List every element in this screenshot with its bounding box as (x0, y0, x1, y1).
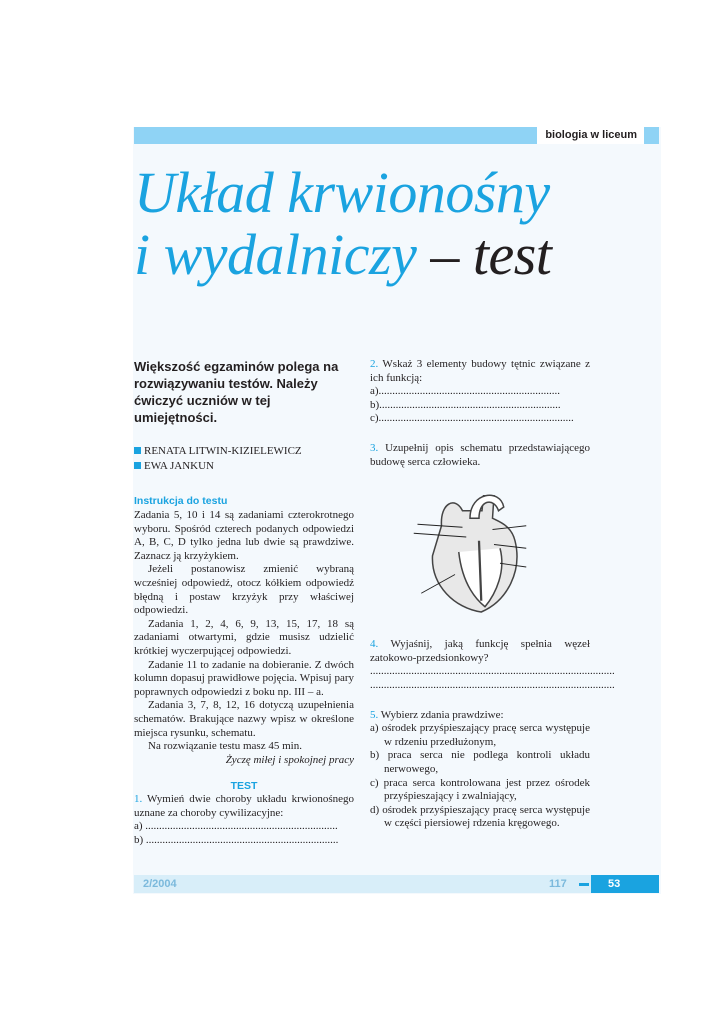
answer-line[interactable]: b) ...................................................................... (134, 834, 339, 847)
answer-option[interactable]: b) praca serca nie podlega kontroli układu nerwowego, (370, 749, 590, 775)
answer-option[interactable]: c) praca serca kontrolowana jest przez ośrodek przyśpieszający i zwalniający, (370, 776, 590, 803)
heart-diagram (410, 487, 530, 617)
page-number-a: 117 (549, 878, 567, 890)
answer-line[interactable]: ......................................................................................... (370, 665, 615, 678)
instructions-heading: Instrukcja do testu (134, 495, 228, 507)
question-2 (370, 358, 590, 385)
question-number: 3. (370, 441, 379, 454)
question-number: 2. (370, 358, 379, 370)
question-text: Uzupełnij opis schematu przedstawiającego budowę serca człowieka. (370, 441, 590, 468)
question-number: 4. (370, 638, 379, 651)
question-number: 5. (370, 708, 379, 721)
question-text: Wskaż 3 elementy budowy tętnic związane z ich funkcją: (370, 358, 590, 384)
answer-option[interactable]: d) ośrodek przyśpieszający pracę serca występuje w części piersiowej rdzenia kręgowego. (370, 803, 590, 830)
question-text: Wymień dwie choroby układu krwionośnego uznane za choroby cywilizacyjne: (134, 793, 354, 819)
wish-text: Życzę miłej i spokojnej pracy (225, 753, 354, 766)
answer-line[interactable]: b).................................................................. (370, 398, 561, 411)
author (134, 459, 354, 474)
page-number-b: 53 (608, 878, 621, 890)
answer-line[interactable]: c)....................................................................... (370, 412, 574, 425)
footer-accent (591, 875, 659, 893)
instructions-paragraph: Zadania 3, 7, 8, 12, 16 dotyczą uzupełnienia schematów. Brakujące nazwy wpisz w określone miejsca rysunku, schematu. (134, 699, 354, 739)
instructions-paragraph: Jeżeli postanowisz zmienić wybraną wcześniej odpowiedź, otocz kółkiem odpowiedź błędną i postaw krzyżyk przy właściwej odpowiedzi. (134, 563, 354, 617)
question-1 (134, 793, 354, 820)
bullet-square-icon (134, 447, 141, 454)
author-name: EWA JANKUN (144, 460, 214, 472)
test-heading: TEST (230, 780, 258, 793)
footer-dash (579, 883, 589, 886)
question-number: 1. (134, 793, 143, 806)
instructions-paragraph: Na rozwiązanie testu masz 45 min. (148, 740, 302, 753)
right-column (370, 358, 615, 831)
question-5 (370, 709, 590, 723)
author (134, 444, 354, 459)
answer-option[interactable]: a) ośrodek przyśpieszający pracę serca występuje w rdzeniu przedłużonym, (370, 722, 590, 748)
title-line-1: Układ krwionośny (134, 160, 550, 225)
instructions-paragraph: Zadanie 11 to zadanie na dobieranie. Z dwóch kolumn dopasuj prawidłowe pojęcia. Wpisuj pary poprawnych odpowiedzi z boku np. III – a. (134, 658, 354, 698)
question-text: Wyjaśnij, jaką funkcję spełnia węzeł zatokowo-przedsionkowy? (370, 638, 590, 664)
title-line-2 (134, 224, 551, 286)
answer-line[interactable]: a) ...................................................................... (134, 820, 338, 833)
question-3 (370, 442, 590, 469)
author-name: RENATA LITWIN-KIZIELEWICZ (144, 445, 302, 457)
answer-line[interactable]: ......................................................................................... (370, 678, 615, 691)
bullet-square-icon (134, 462, 141, 469)
title-line-2-blue: i wydalniczy (134, 222, 417, 287)
left-column (134, 358, 354, 848)
instructions-paragraph: Zadania 1, 2, 4, 6, 9, 13, 15, 17, 18 są zadaniami otwartymi, gdzie musisz udzielić krótkiej wyczerpującej odpowiedzi. (134, 617, 354, 657)
question-text: Wybierz zdania prawdziwe: (378, 708, 504, 721)
page-title (134, 162, 551, 286)
issue-number: 2/2004 (143, 878, 177, 890)
answer-line[interactable]: a).................................................................. (370, 385, 561, 398)
question-4 (370, 638, 590, 665)
section-label: biologia w liceum (537, 127, 644, 144)
title-line-2-dark: – test (416, 222, 552, 287)
instructions-paragraph: Zadania 5, 10 i 14 są zadaniami czterokrotnego wyboru. Spośród czterech podanych odpowiedzi A, B, C, D tylko jedna lub dwie są prawdziwe. Zaznacz ją krzyżykiem. (134, 509, 354, 562)
lead-paragraph: Większość egzaminów polega na rozwiązywaniu testów. Należy ćwiczyć uczniów w tej umiejętności. (134, 359, 339, 425)
